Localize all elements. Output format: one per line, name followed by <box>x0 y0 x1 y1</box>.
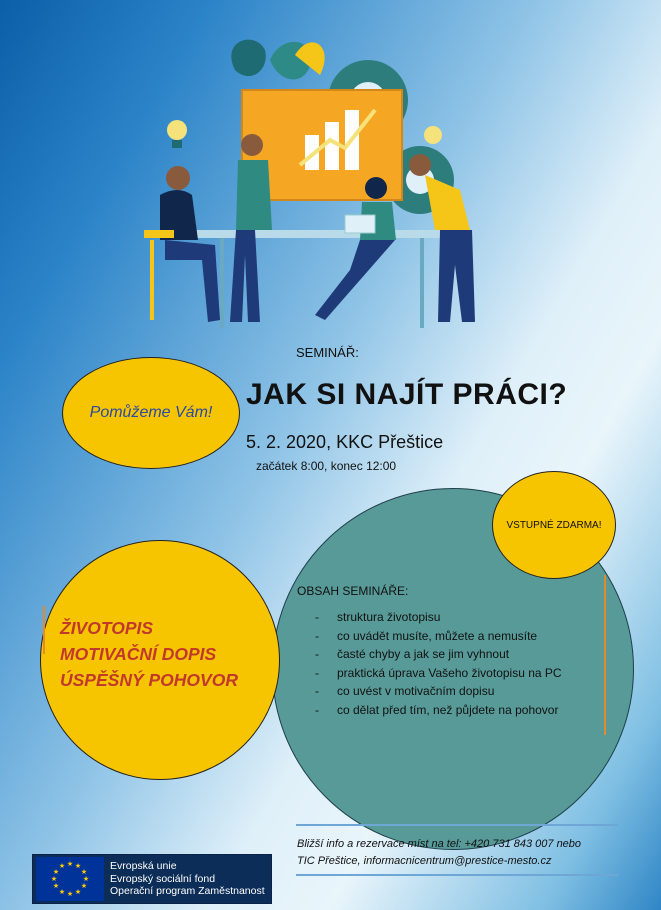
date-place: 5. 2. 2020, KKC Přeštice <box>246 432 444 452</box>
contact-info <box>297 836 581 870</box>
help-badge <box>62 357 240 469</box>
list-item: - praktická úprava Vašeho životopisu na PC <box>315 665 562 680</box>
svg-text:★: ★ <box>50 875 58 883</box>
svg-text:★: ★ <box>80 868 88 876</box>
info-line: TIC Přeštice, informacnicentrum@prestice-mesto.cz <box>297 855 552 867</box>
eu-line: Evropský sociální fond <box>110 872 216 885</box>
svg-text:★: ★ <box>66 890 74 898</box>
topics-list <box>60 615 238 693</box>
svg-text:★: ★ <box>52 882 60 890</box>
svg-text:★: ★ <box>58 862 66 870</box>
info-divider-bottom <box>296 874 618 876</box>
time-info: začátek 8:00, konec 12:00 <box>256 459 397 473</box>
svg-text:★: ★ <box>52 868 60 876</box>
topic-item: ÚSPĚŠNÝ POHOVOR <box>60 670 238 690</box>
svg-text:★: ★ <box>66 860 74 868</box>
team-meeting-illustration <box>120 30 520 330</box>
info-line: Bližší info a rezervace míst na tel: +420 731 843 007 nebo <box>297 838 582 850</box>
content-heading: OBSAH SEMINÁŘE: <box>297 584 409 598</box>
list-item: - co uvést v motivačním dopisu <box>315 684 495 698</box>
topic-item: MOTIVAČNÍ DOPIS <box>60 644 217 664</box>
svg-text:★: ★ <box>82 875 90 883</box>
main-title: JAK SI NAJÍT PRÁCI? <box>246 378 568 411</box>
content-accent-line <box>604 575 606 735</box>
content-list <box>315 610 562 721</box>
eu-line: Operační program Zaměstnanost <box>110 885 265 897</box>
list-item: - co dělat před tím, než půjdete na pohovor <box>315 702 559 717</box>
topics-accent-line <box>43 606 45 654</box>
list-item: - co uvádět musíte, můžete a nemusíte <box>315 628 538 643</box>
svg-text:★: ★ <box>74 888 82 896</box>
svg-text:★: ★ <box>58 888 66 896</box>
seminar-label: SEMINÁŘ: <box>296 345 359 360</box>
svg-text:★: ★ <box>80 882 88 890</box>
info-divider-top <box>296 824 618 826</box>
topic-item: ŽIVOTOPIS <box>60 618 154 638</box>
free-entry-badge <box>492 471 616 579</box>
list-item: - struktura životopisu <box>315 610 441 624</box>
help-badge-text: Pomůžeme Vám! <box>89 404 213 421</box>
eu-line: Evropská unie <box>110 860 177 872</box>
svg-text:★: ★ <box>74 862 82 870</box>
list-item: - časté chyby a jak se jim vyhnout <box>315 647 510 661</box>
eu-flag-icon <box>36 857 104 901</box>
eu-logo-text <box>110 860 265 898</box>
free-entry-text: VSTUPNÉ ZDARMA! <box>506 519 602 531</box>
